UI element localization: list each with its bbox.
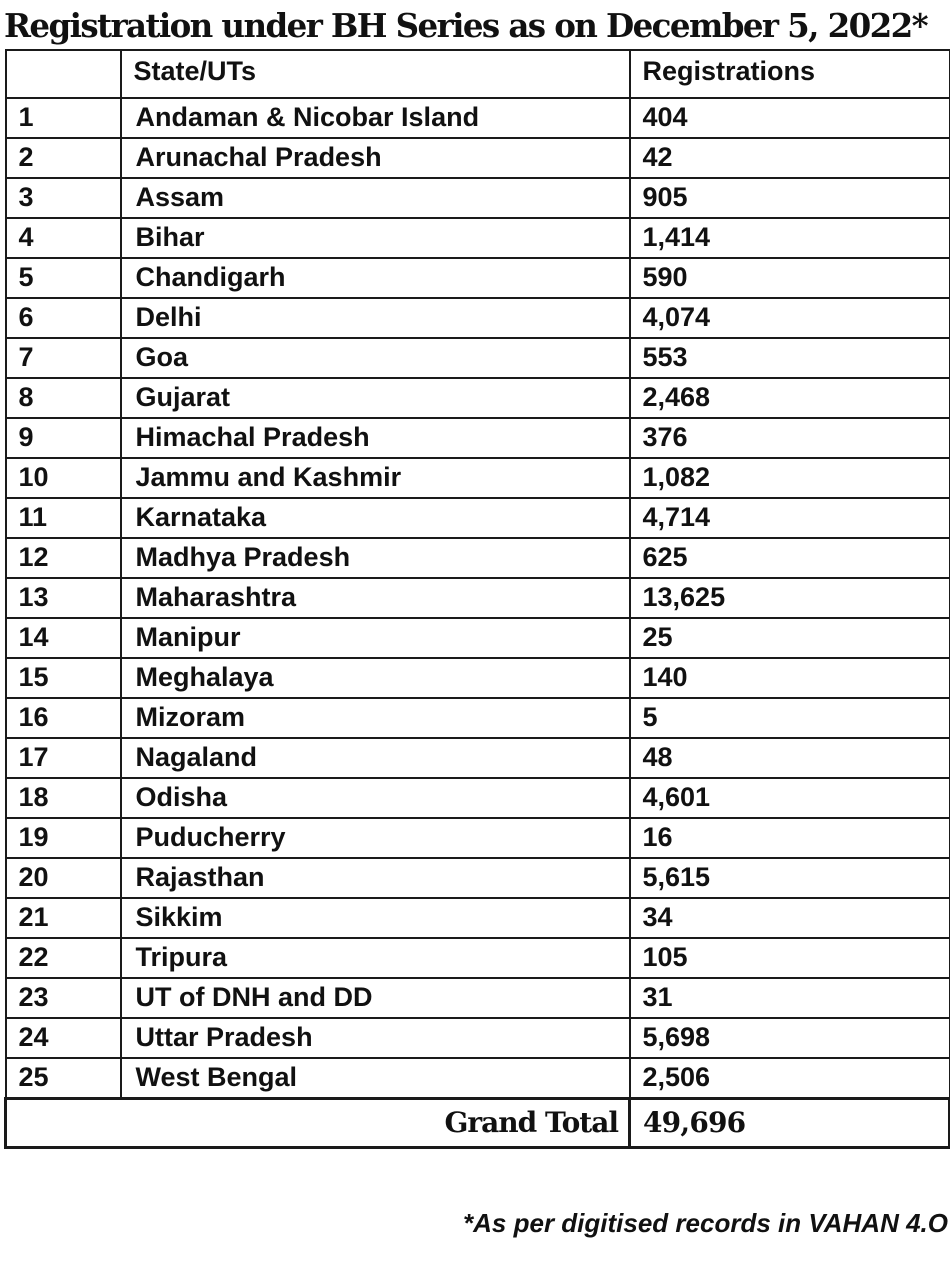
table-row xyxy=(6,858,950,898)
row-serial-number: 19 xyxy=(6,818,121,858)
table-row xyxy=(6,578,950,618)
table-row xyxy=(6,418,950,458)
row-registration-count: 105 xyxy=(630,938,950,978)
table-row xyxy=(6,378,950,418)
row-serial-number: 25 xyxy=(6,1058,121,1099)
row-registration-count: 1,082 xyxy=(630,458,950,498)
row-registration-count: 5 xyxy=(630,698,950,738)
row-state-name: Maharashtra xyxy=(121,578,630,618)
row-state-name: Nagaland xyxy=(121,738,630,778)
grand-total-label: Grand Total xyxy=(6,1099,630,1148)
row-registration-count: 905 xyxy=(630,178,950,218)
table-row xyxy=(6,778,950,818)
row-serial-number: 23 xyxy=(6,978,121,1018)
row-registration-count: 2,506 xyxy=(630,1058,950,1099)
row-serial-number: 18 xyxy=(6,778,121,818)
grand-total-row xyxy=(6,1099,950,1148)
row-state-name: Andaman & Nicobar Island xyxy=(121,98,630,138)
row-registration-count: 625 xyxy=(630,538,950,578)
row-state-name: Puducherry xyxy=(121,818,630,858)
column-header-state: State/UTs xyxy=(121,50,630,98)
row-registration-count: 48 xyxy=(630,738,950,778)
column-header-serial xyxy=(6,50,121,98)
row-registration-count: 140 xyxy=(630,658,950,698)
row-serial-number: 21 xyxy=(6,898,121,938)
grand-total-value: 49,696 xyxy=(630,1099,950,1148)
table-row xyxy=(6,698,950,738)
row-serial-number: 16 xyxy=(6,698,121,738)
row-serial-number: 17 xyxy=(6,738,121,778)
row-serial-number: 14 xyxy=(6,618,121,658)
row-state-name: Assam xyxy=(121,178,630,218)
chart-title: Registration under BH Series as on December 5, 2022* xyxy=(4,6,928,45)
row-registration-count: 4,601 xyxy=(630,778,950,818)
row-state-name: Mizoram xyxy=(121,698,630,738)
row-registration-count: 16 xyxy=(630,818,950,858)
row-serial-number: 9 xyxy=(6,418,121,458)
table-row xyxy=(6,538,950,578)
row-registration-count: 4,074 xyxy=(630,298,950,338)
table-row xyxy=(6,258,950,298)
row-serial-number: 2 xyxy=(6,138,121,178)
registrations-table xyxy=(4,49,950,1149)
table-row xyxy=(6,178,950,218)
row-registration-count: 553 xyxy=(630,338,950,378)
row-state-name: Himachal Pradesh xyxy=(121,418,630,458)
row-serial-number: 5 xyxy=(6,258,121,298)
row-state-name: Madhya Pradesh xyxy=(121,538,630,578)
row-state-name: Jammu and Kashmir xyxy=(121,458,630,498)
table-row xyxy=(6,938,950,978)
row-state-name: Rajasthan xyxy=(121,858,630,898)
row-registration-count: 2,468 xyxy=(630,378,950,418)
table-row xyxy=(6,898,950,938)
row-state-name: Sikkim xyxy=(121,898,630,938)
table-row xyxy=(6,138,950,178)
table-row xyxy=(6,1058,950,1099)
row-serial-number: 20 xyxy=(6,858,121,898)
row-state-name: Uttar Pradesh xyxy=(121,1018,630,1058)
row-serial-number: 6 xyxy=(6,298,121,338)
row-serial-number: 22 xyxy=(6,938,121,978)
table-row xyxy=(6,458,950,498)
row-registration-count: 13,625 xyxy=(630,578,950,618)
table-row xyxy=(6,498,950,538)
row-serial-number: 1 xyxy=(6,98,121,138)
row-state-name: Manipur xyxy=(121,618,630,658)
row-serial-number: 10 xyxy=(6,458,121,498)
row-state-name: Arunachal Pradesh xyxy=(121,138,630,178)
table-row xyxy=(6,298,950,338)
row-serial-number: 12 xyxy=(6,538,121,578)
table-row xyxy=(6,338,950,378)
row-state-name: Meghalaya xyxy=(121,658,630,698)
row-registration-count: 31 xyxy=(630,978,950,1018)
row-state-name: West Bengal xyxy=(121,1058,630,1099)
row-serial-number: 3 xyxy=(6,178,121,218)
table-row xyxy=(6,1018,950,1058)
row-serial-number: 15 xyxy=(6,658,121,698)
row-state-name: Goa xyxy=(121,338,630,378)
row-state-name: Karnataka xyxy=(121,498,630,538)
row-registration-count: 34 xyxy=(630,898,950,938)
table-row xyxy=(6,978,950,1018)
row-registration-count: 590 xyxy=(630,258,950,298)
table-body xyxy=(6,98,950,1099)
row-registration-count: 4,714 xyxy=(630,498,950,538)
row-registration-count: 42 xyxy=(630,138,950,178)
row-state-name: Bihar xyxy=(121,218,630,258)
row-state-name: UT of DNH and DD xyxy=(121,978,630,1018)
table-row xyxy=(6,218,950,258)
row-serial-number: 8 xyxy=(6,378,121,418)
table-header-row xyxy=(6,50,950,98)
table-row xyxy=(6,738,950,778)
row-registration-count: 5,698 xyxy=(630,1018,950,1058)
row-state-name: Chandigarh xyxy=(121,258,630,298)
row-serial-number: 13 xyxy=(6,578,121,618)
table-row xyxy=(6,618,950,658)
row-registration-count: 25 xyxy=(630,618,950,658)
row-serial-number: 7 xyxy=(6,338,121,378)
column-header-registrations: Registrations xyxy=(630,50,950,98)
row-registration-count: 376 xyxy=(630,418,950,458)
row-registration-count: 1,414 xyxy=(630,218,950,258)
row-state-name: Odisha xyxy=(121,778,630,818)
row-state-name: Gujarat xyxy=(121,378,630,418)
table-row xyxy=(6,818,950,858)
row-state-name: Delhi xyxy=(121,298,630,338)
row-serial-number: 24 xyxy=(6,1018,121,1058)
table-row xyxy=(6,98,950,138)
table-row xyxy=(6,658,950,698)
row-state-name: Tripura xyxy=(121,938,630,978)
row-registration-count: 5,615 xyxy=(630,858,950,898)
footnote: *As per digitised records in VAHAN 4.O xyxy=(463,1208,948,1238)
row-serial-number: 4 xyxy=(6,218,121,258)
row-serial-number: 11 xyxy=(6,498,121,538)
row-registration-count: 404 xyxy=(630,98,950,138)
